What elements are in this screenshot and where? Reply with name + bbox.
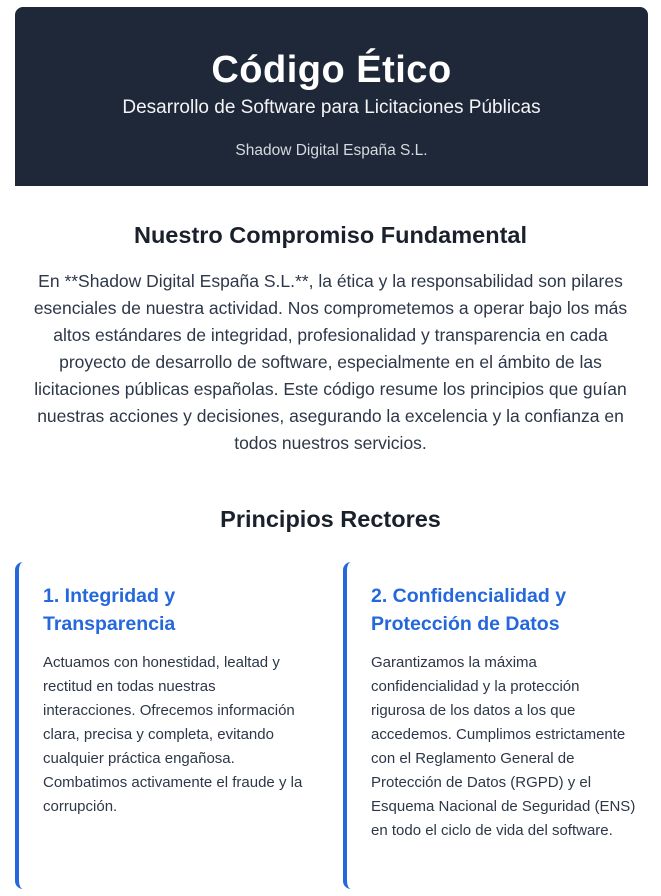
company-name: Shadow Digital España S.L. [235,142,428,159]
principle-card-text: Actuamos con honestidad, lealtad y rectitud en todas nuestras interacciones. Ofrecemos información clara, precisa y completa, evitando cualquier práctica engañosa. Combatimos activamente el fraude y la corrupción. [43,654,303,815]
principle-card-title: 2. Confidencialidad y Protección de Datos [371,585,567,635]
commitment-text: En **Shadow Digital España S.L.**, la ética y la responsabilidad son pilares esenciales de nuestra actividad. Nos comprometemos a operar bajo los más altos estándares de integridad, profesionalidad y transparencia en cada proyecto de desarrollo de software, especialmente en el ámbito de las licitaciones públicas españolas. Este código resume los principios que guían nuestras acciones y decisiones, asegurando la excelencia y la confianza en todos nuestros servicios. [33,271,628,453]
document-header [15,7,648,186]
commitment-heading: Nuestro Compromiso Fundamental [133,222,527,248]
document-subtitle: Desarrollo de Software para Licitaciones Públicas [122,97,541,118]
principles-heading: Principios Rectores [220,506,441,532]
principle-card-confidentiality [343,562,648,889]
document-title: Código Ético [211,49,452,91]
principle-card-text: Garantizamos la máxima confidencialidad y la protección rigurosa de los datos a los que accedemos. Cumplimos estrictamente con el Reglamento General de Protección de Datos (RGPD) y el Esquema Nacional de Seguridad (ENS) en todo el ciclo de vida del software. [371,654,636,839]
principle-card-integrity [15,562,320,889]
principle-card-title: 1. Integridad y Transparencia [43,585,176,635]
